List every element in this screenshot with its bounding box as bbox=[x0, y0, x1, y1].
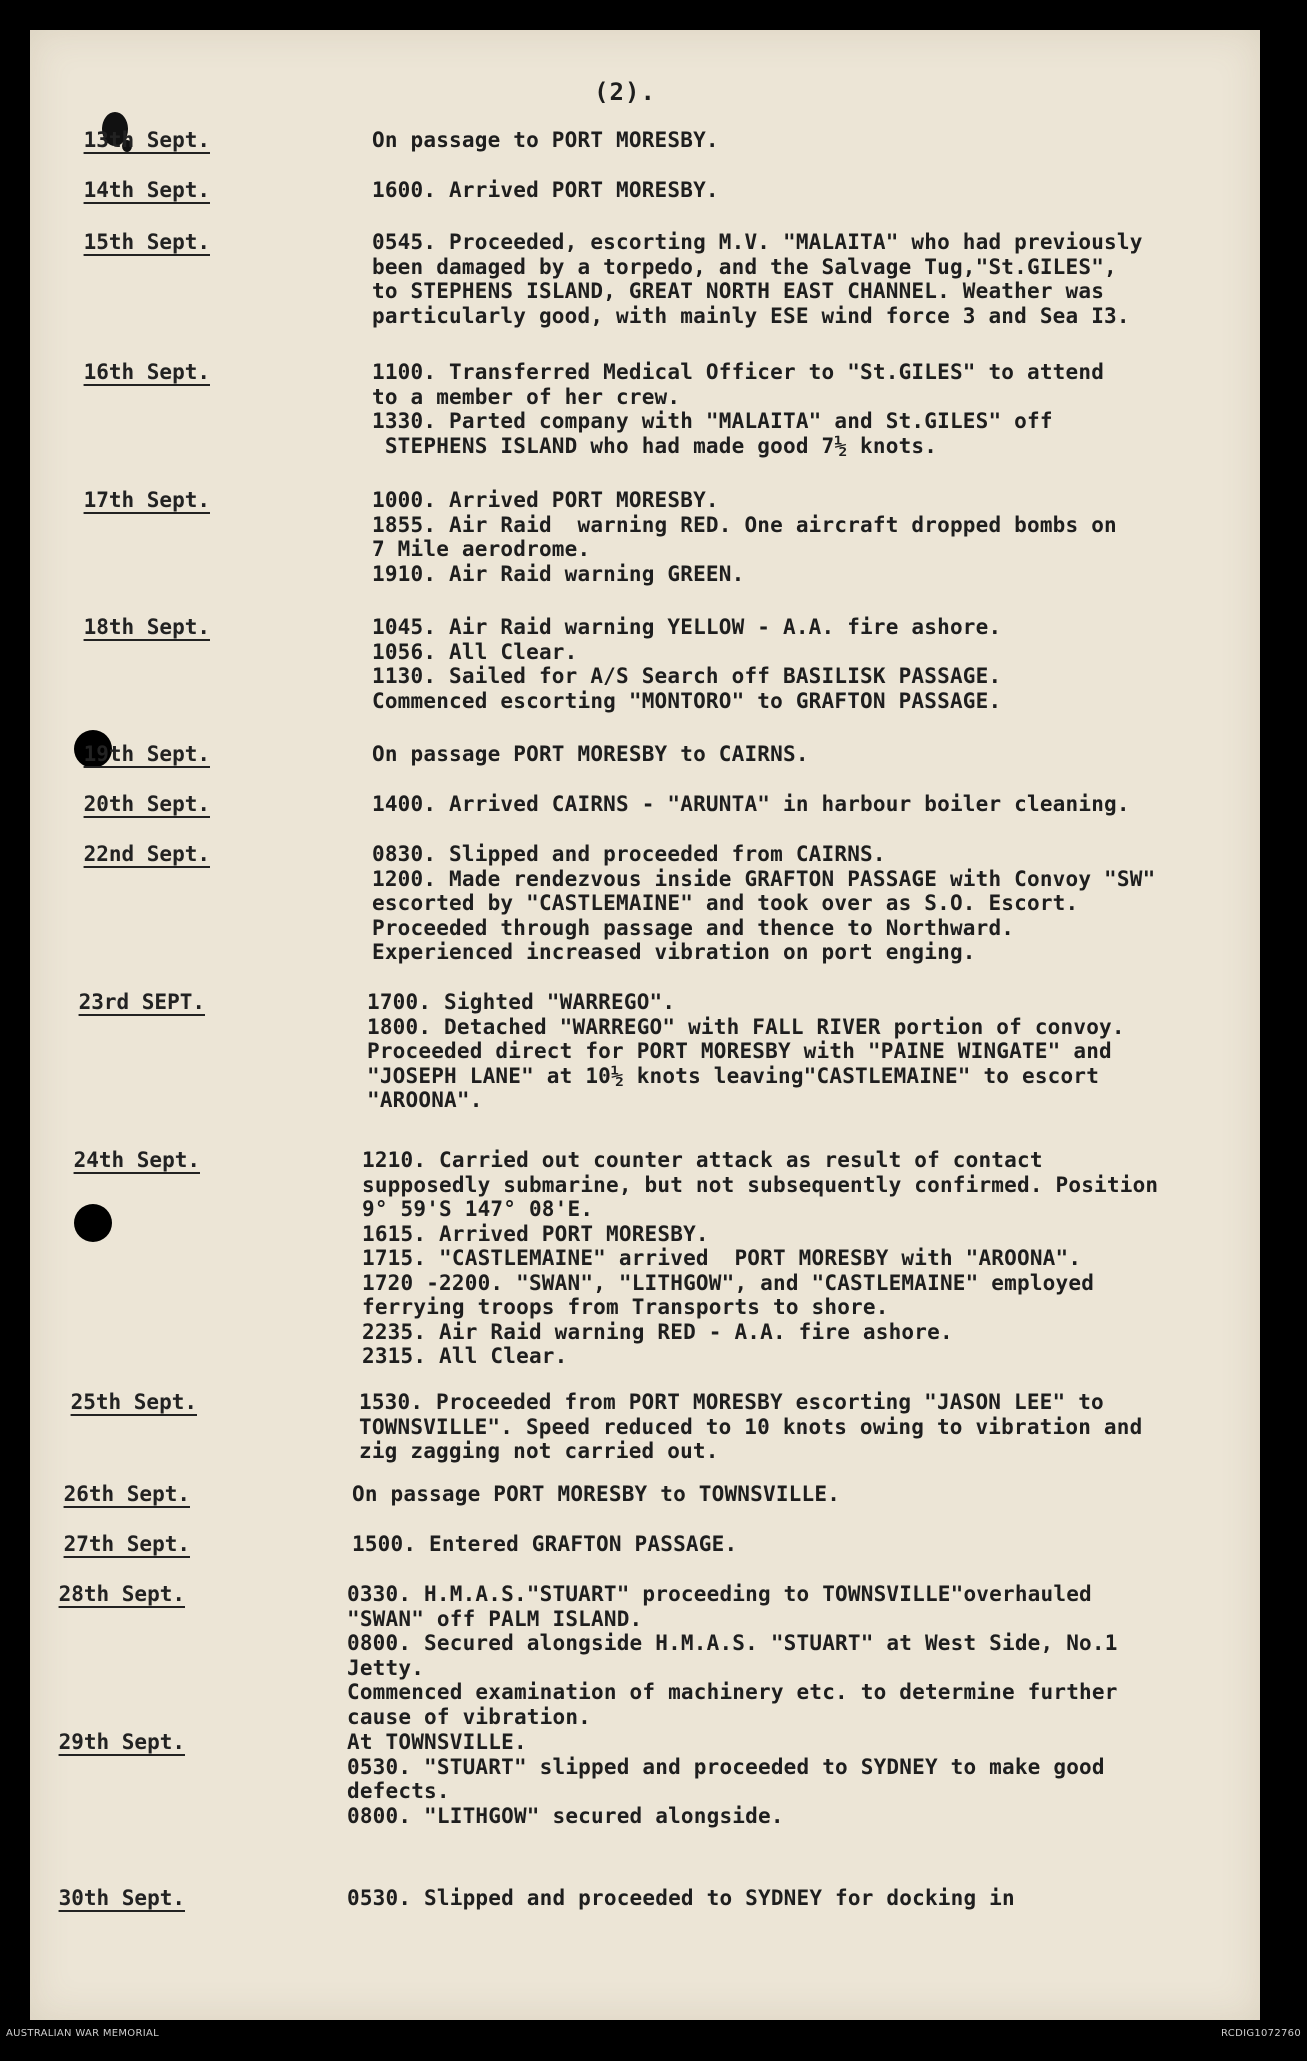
entry-text bbox=[359, 1390, 1260, 1464]
entry-line: 1200. Made rendezvous inside GRAFTON PASSAGE with Convoy "SW" bbox=[372, 866, 1156, 891]
entry-date: 16th Sept. bbox=[83, 360, 210, 384]
entry-line: Proceeded direct for PORT MORESBY with "PAINE WINGATE" and bbox=[367, 1039, 1112, 1063]
entry-text bbox=[372, 488, 1260, 586]
entry-line: to a member of her crew. bbox=[372, 384, 681, 409]
entry-line: 1530. Proceeded from PORT MORESBY escorting "JASON LEE" to bbox=[359, 1390, 1104, 1414]
entry-line: been damaged by a torpedo, and the Salvage Tug,"St.GILES", bbox=[372, 254, 1117, 279]
entry-line: 1715. "CASTLEMAINE" arrived PORT MORESBY with "AROONA". bbox=[362, 1246, 1082, 1270]
entry-line: Commenced escorting "MONTORO" to GRAFTON PASSAGE. bbox=[372, 688, 1002, 713]
entry-line: 1855. Air Raid warning RED. One aircraft dropped bombs on bbox=[372, 512, 1117, 537]
entry-line: particularly good, with mainly ESE wind force 3 and Sea I3. bbox=[372, 303, 1130, 328]
entry-line: 0530. "STUART" slipped and proceeded to SYDNEY to make good bbox=[347, 1754, 1105, 1779]
entry-line: 0545. Proceeded, escorting M.V. "MALAITA" who had previously bbox=[372, 230, 1143, 254]
entry-date: 28th Sept. bbox=[58, 1582, 185, 1606]
footer-left-credit: AUSTRALIAN WAR MEMORIAL bbox=[6, 2028, 159, 2039]
entry-line: On passage to PORT MORESBY. bbox=[372, 128, 719, 152]
entry-text bbox=[352, 1532, 1260, 1557]
entry-date: 29th Sept. bbox=[58, 1730, 185, 1754]
entry-line: ferrying troops from Transports to shore. bbox=[362, 1295, 889, 1319]
entry-text bbox=[372, 842, 1260, 965]
entry-line: 0330. H.M.A.S."STUART" proceeding to TOWNSVILLE"overhauled bbox=[347, 1582, 1092, 1606]
entry-line: supposedly submarine, but not subsequently confirmed. Position bbox=[362, 1172, 1159, 1197]
entry-line: Commenced examination of machinery etc. to determine further bbox=[347, 1680, 1118, 1704]
entry-text bbox=[372, 128, 1260, 153]
document-page bbox=[30, 30, 1260, 2020]
entry-line: 1210. Carried out counter attack as result of contact bbox=[362, 1148, 1043, 1172]
entry-line: 1130. Sailed for A/S Search off BASILISK PASSAGE. bbox=[372, 664, 1002, 688]
entry-line: 2235. Air Raid warning RED - A.A. fire ashore. bbox=[362, 1319, 953, 1344]
entry-text bbox=[347, 1886, 1260, 1911]
entry-line: 1400. Arrived CAIRNS - "ARUNTA" in harbour boiler cleaning. bbox=[372, 792, 1130, 816]
entry-date: 20th Sept. bbox=[83, 792, 210, 816]
entry-date: 15th Sept. bbox=[83, 230, 210, 254]
entry-date: 25th Sept. bbox=[70, 1390, 197, 1414]
entry-line: cause of vibration. bbox=[347, 1704, 592, 1729]
entry-text bbox=[347, 1730, 1260, 1828]
entry-line: At TOWNSVILLE. bbox=[347, 1730, 527, 1754]
entry-line: On passage PORT MORESBY to CAIRNS. bbox=[372, 742, 809, 766]
entry-line: 0830. Slipped and proceeded from CAIRNS. bbox=[372, 842, 886, 866]
entry-line: Proceeded through passage and thence to Northward. bbox=[372, 915, 1015, 940]
entry-line: 1000. Arrived PORT MORESBY. bbox=[372, 488, 719, 512]
entry-line: 1056. All Clear. bbox=[372, 639, 578, 664]
entry-line: 9° 59'S 147° 08'E. bbox=[362, 1197, 594, 1221]
entry-date: 27th Sept. bbox=[63, 1532, 190, 1556]
entry-line: TOWNSVILLE". Speed reduced to 10 knots owing to vibration and bbox=[359, 1414, 1143, 1439]
entry-line: 1720 -2200. "SWAN", "LITHGOW", and "CASTLEMAINE" employed bbox=[362, 1270, 1095, 1295]
entry-line: escorted by "CASTLEMAINE" and took over as S.O. Escort. bbox=[372, 891, 1079, 915]
entry-line: 2315. All Clear. bbox=[362, 1344, 568, 1368]
entry-line: Experienced increased vibration on port enging. bbox=[372, 940, 976, 964]
entry-date: 19th Sept. bbox=[83, 742, 210, 766]
footer-right-id: RCDIG1072760 bbox=[1221, 2028, 1301, 2039]
entry-line: On passage PORT MORESBY to TOWNSVILLE. bbox=[352, 1482, 841, 1506]
page-number: (2). bbox=[594, 78, 656, 106]
entry-line: 1045. Air Raid warning YELLOW - A.A. fire ashore. bbox=[372, 615, 1002, 639]
entry-line: "SWAN" off PALM ISLAND. bbox=[347, 1606, 643, 1631]
entry-date: 14th Sept. bbox=[83, 178, 210, 202]
entry-line: 0800. "LITHGOW" secured alongside. bbox=[347, 1803, 784, 1828]
entry-date: 23rd SEPT. bbox=[78, 990, 205, 1014]
entry-line: 0800. Secured alongside H.M.A.S. "STUART" at West Side, No.1 bbox=[347, 1631, 1118, 1655]
entry-line: 1700. Sighted "WARREGO". bbox=[367, 990, 676, 1014]
entry-text bbox=[372, 230, 1260, 328]
entry-text bbox=[367, 990, 1260, 1113]
entry-line: 1500. Entered GRAFTON PASSAGE. bbox=[352, 1532, 738, 1556]
entry-date: 18th Sept. bbox=[83, 615, 210, 639]
entry-line: 1330. Parted company with "MALAITA" and St.GILES" off bbox=[372, 409, 1053, 433]
entry-line: 1100. Transferred Medical Officer to "St.GILES" to attend bbox=[372, 360, 1105, 384]
entry-line: 1800. Detached "WARREGO" with FALL RIVER portion of convoy. bbox=[367, 1014, 1125, 1039]
entry-line: 1615. Arrived PORT MORESBY. bbox=[362, 1221, 709, 1246]
entry-date: 22nd Sept. bbox=[83, 842, 210, 866]
entry-line: STEPHENS ISLAND who had made good 7½ knots. bbox=[372, 433, 938, 458]
entry-line: Jetty. bbox=[347, 1655, 425, 1680]
entry-line: 1910. Air Raid warning GREEN. bbox=[372, 561, 745, 586]
entry-text bbox=[352, 1482, 1260, 1507]
entry-line: "JOSEPH LANE" at 10½ knots leaving"CASTLEMAINE" to escort bbox=[367, 1063, 1100, 1088]
entry-date: 24th Sept. bbox=[73, 1148, 200, 1172]
entry-date: 26th Sept. bbox=[63, 1482, 190, 1506]
entry-text bbox=[372, 615, 1260, 713]
entry-text bbox=[362, 1148, 1260, 1369]
log-entries bbox=[30, 30, 1260, 2020]
entry-line: 7 Mile aerodrome. bbox=[372, 537, 591, 561]
entry-date: 30th Sept. bbox=[58, 1886, 185, 1910]
entry-line: 0530. Slipped and proceeded to SYDNEY for docking in bbox=[347, 1886, 1015, 1910]
entry-line: to STEPHENS ISLAND, GREAT NORTH EAST CHANNEL. Weather was bbox=[372, 279, 1105, 303]
entry-text bbox=[372, 178, 1260, 203]
entry-date: 13th Sept. bbox=[83, 128, 210, 152]
entry-text bbox=[372, 360, 1260, 458]
entry-text bbox=[347, 1582, 1260, 1729]
entry-line: zig zagging not carried out. bbox=[359, 1439, 719, 1463]
entry-date: 17th Sept. bbox=[83, 488, 210, 512]
entry-text bbox=[372, 792, 1260, 817]
entry-line: "AROONA". bbox=[367, 1088, 483, 1112]
entry-line: 1600. Arrived PORT MORESBY. bbox=[372, 178, 719, 202]
entry-text bbox=[372, 742, 1260, 767]
entry-line: defects. bbox=[347, 1779, 450, 1803]
